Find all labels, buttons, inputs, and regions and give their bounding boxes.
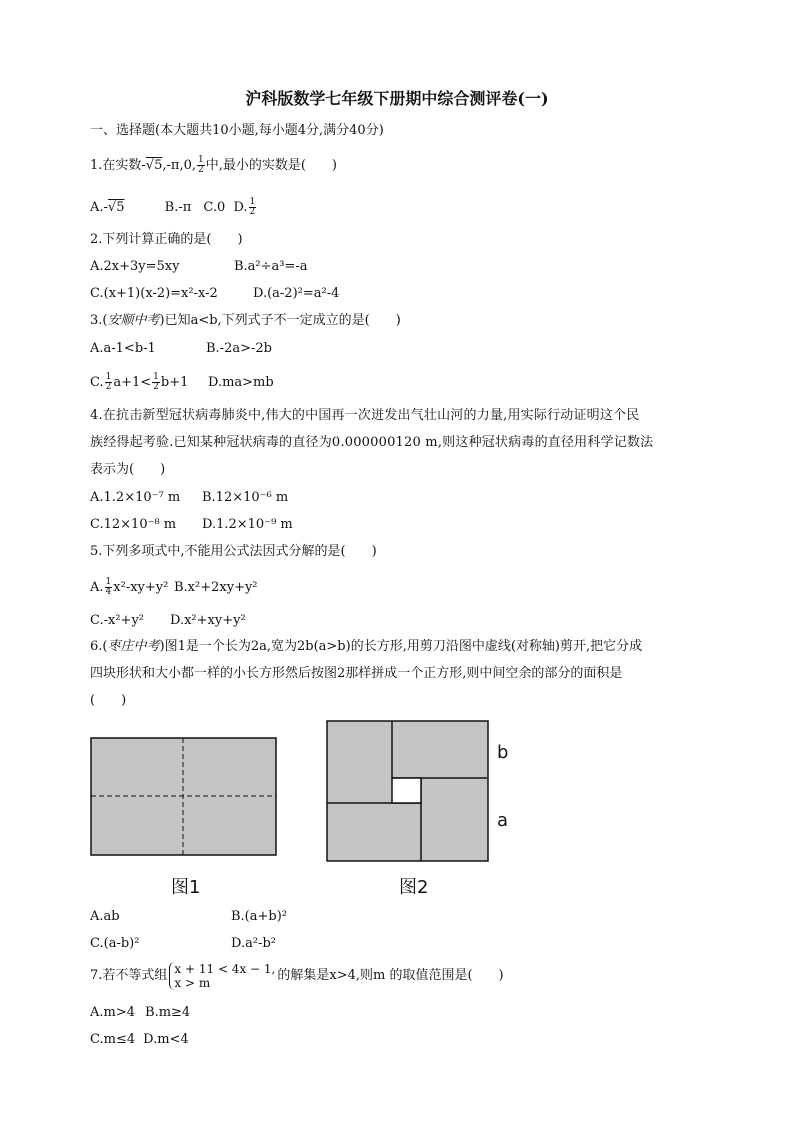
center-empty-square: [392, 778, 421, 803]
question-5-options-row2: [90, 612, 246, 630]
question-2-stem: 2.下列计算正确的是( ): [90, 232, 243, 247]
question-2-options-row1: [90, 258, 308, 276]
figure-1-rectangle: [90, 737, 278, 857]
option-b: B.-π: [164, 200, 192, 215]
option-c: C. $\frac{1}{2}$ a+1< $\frac{1}{2}$ b+1: [90, 372, 189, 392]
question-6-options-row1: [90, 908, 287, 926]
question-4-line1: 4.在抗击新型冠状病毒肺炎中,伟大的中国再一次迸发出气壮山河的力量,用实际行动证明这个民: [90, 408, 640, 423]
question-4-line2: 族经得起考验.已知某种冠状病毒的直径为0.000000120 m,则这种冠状病毒的直径用科学记数法: [90, 435, 654, 450]
question-3-options-row2: [90, 373, 274, 392]
option-c: C.(x+1)(x-2)=x²-x-2: [90, 286, 218, 301]
side-label-a: a: [497, 810, 509, 831]
question-7-options-row1: [90, 1004, 190, 1022]
question-7-stem: 7.若不等式组 x + 11 < 4x − 1, x > m 的解集是x>4,则m 的取值范围是( ): [90, 961, 504, 990]
option-a: A. $\frac{1}{4}$ x²-xy+y²: [90, 577, 169, 597]
option-b: B.-2a>-2b: [206, 341, 272, 356]
option-d: D.(a-2)²=a²-4: [253, 286, 340, 301]
question-6-options-row2: [90, 935, 276, 953]
figure-2-label: 图2: [399, 877, 429, 898]
option-c: C.0: [203, 200, 226, 215]
option-a: A.2x+3y=5xy: [90, 259, 180, 274]
question-1-stem: 1.在实数-√5,-π,0, $\frac{1}{2}$ 中,最小的实数是( ): [90, 155, 337, 175]
question-3-stem: 3.(安顺中考)已知a<b,下列式子不一定成立的是( ): [90, 313, 401, 328]
option-d: D.1.2×10⁻⁹ m: [202, 517, 293, 532]
option-a: A.ab: [90, 909, 120, 924]
option-d: D.a²-b²: [231, 936, 276, 951]
option-b: B.m≥4: [145, 1005, 191, 1020]
source-tag: 安顺中考: [107, 313, 160, 328]
option-d: D.m<4: [143, 1032, 189, 1047]
question-5-stem: 5.下列多项式中,不能用公式法因式分解的是( ): [90, 544, 377, 559]
sqrt-radicand: √5: [145, 158, 163, 173]
figure-1-label: 图1: [171, 877, 201, 898]
option-c: C.m≤4: [90, 1032, 136, 1047]
option-c: C.-x²+y²: [90, 613, 144, 628]
question-6-line2: 四块形状和大小都一样的小长方形然后按图2那样拼成一个正方形,则中间空余的部分的面积是: [90, 666, 623, 681]
option-c: C.(a-b)²: [90, 936, 140, 951]
option-b: B.a²÷a³=-a: [234, 259, 308, 274]
option-d: D. $\frac{1}{2}$: [233, 197, 256, 217]
option-a: A.1.2×10⁻⁷ m: [90, 490, 181, 505]
source-tag: 枣庄中考: [107, 639, 160, 654]
question-1-options: [90, 198, 257, 217]
figure-2-square: [326, 720, 490, 863]
option-a: A.m>4: [90, 1005, 136, 1020]
option-b: B.x²+2xy+y²: [174, 580, 258, 595]
question-5-options-row1: [90, 578, 258, 597]
option-c: C.12×10⁻⁸ m: [90, 517, 177, 532]
question-3-options-row1: [90, 340, 272, 358]
option-d: D.ma>mb: [208, 375, 274, 390]
question-4-line3: 表示为( ): [90, 462, 166, 477]
question-2-options-row2: [90, 285, 339, 303]
question-4-options-row2: [90, 516, 293, 534]
inequality-system: x + 11 < 4x − 1, x > m: [169, 962, 275, 990]
option-d: D.x²+xy+y²: [170, 613, 246, 628]
fraction: $\frac{1}{2}$: [197, 155, 204, 175]
option-b: B.12×10⁻⁶ m: [202, 490, 289, 505]
question-4-options-row1: [90, 489, 288, 507]
question-6-line3: ( ): [90, 693, 127, 708]
section-heading: 一、选择题(本大题共10小题,每小题4分,满分40分): [90, 123, 384, 138]
question-7-options-row2: [90, 1031, 189, 1049]
option-b: B.(a+b)²: [231, 909, 288, 924]
side-label-b: b: [497, 742, 509, 763]
page-title: 沪科版数学七年级下册期中综合测评卷(一): [245, 89, 549, 108]
option-a: A.-√5: [90, 200, 125, 215]
option-a: A.a-1<b-1: [90, 341, 156, 356]
question-6-line1: 6.(枣庄中考)图1是一个长为2a,宽为2b(a>b)的长方形,用剪刀沿图中虚线(对称轴)剪开,把它分成: [90, 639, 643, 654]
